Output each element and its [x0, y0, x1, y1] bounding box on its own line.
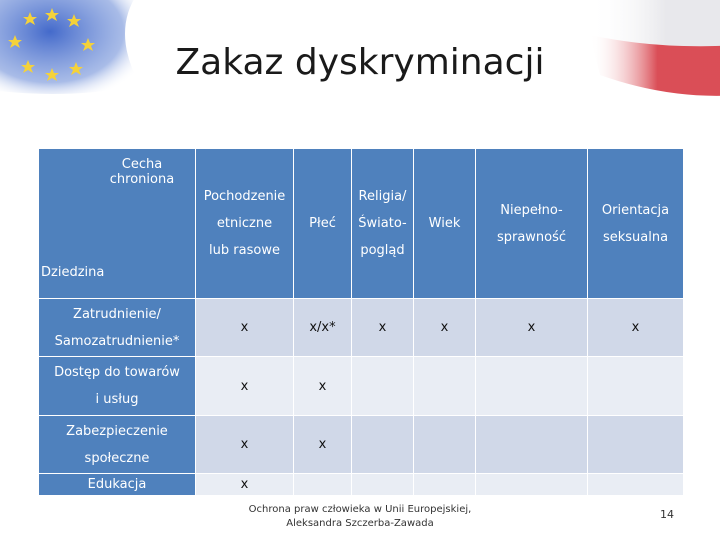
- column-header-line: Pochodzenie: [203, 189, 286, 204]
- row-header-line: Edukacja: [87, 477, 147, 492]
- column-header-line: Orientacja: [601, 202, 670, 218]
- column-header-line: pogląd: [360, 243, 405, 258]
- row-header-line: Zabezpieczenie: [66, 423, 168, 439]
- footer-line: Ochrona praw człowieka w Unii Europejskiej,: [248, 504, 472, 515]
- table-cell: x: [414, 299, 476, 357]
- row-header-line: Dostęp do towarów: [54, 365, 180, 380]
- column-header-origin: [196, 149, 294, 299]
- column-header-line: etniczne: [216, 216, 273, 231]
- column-header-line: Religia/: [358, 189, 407, 204]
- table-cell: x: [196, 357, 294, 416]
- column-header-age: [414, 149, 476, 299]
- table-cell: [588, 357, 684, 416]
- table-cell: x: [196, 299, 294, 357]
- column-header-line: lub rasowe: [209, 243, 280, 258]
- column-header-line: Płeć: [309, 216, 336, 231]
- column-header-sex: [294, 149, 352, 299]
- corner-header-cell: [39, 149, 196, 299]
- table-cell: x: [196, 474, 294, 496]
- table-cell: [352, 416, 414, 474]
- row-header-goods-services: [39, 357, 196, 416]
- table-cell: [476, 474, 588, 496]
- page-number: 14: [660, 508, 674, 521]
- corner-protected-feature-label: Cecha chroniona: [109, 157, 175, 187]
- slide-title: Zakaz dyskryminacji: [175, 42, 545, 83]
- row-header-education: [39, 474, 196, 496]
- table-row: [39, 357, 684, 416]
- column-header-line: seksualna: [602, 229, 669, 245]
- table-cell: [476, 416, 588, 474]
- column-header-disability: [476, 149, 588, 299]
- table-cell: x/x*: [294, 299, 352, 357]
- row-header-line: i usług: [95, 392, 139, 407]
- column-header-line: Wiek: [428, 216, 461, 231]
- row-header-social-security: [39, 416, 196, 474]
- table-cell: x: [588, 299, 684, 357]
- column-header-orientation: [588, 149, 684, 299]
- discrimination-table: [38, 148, 684, 496]
- table-cell: [588, 474, 684, 496]
- table-cell: x: [196, 416, 294, 474]
- corner-domain-label: Dziedzina: [41, 265, 105, 280]
- table-cell: [476, 357, 588, 416]
- table-cell: [414, 474, 476, 496]
- column-header-religion: [352, 149, 414, 299]
- table-row: [39, 474, 684, 496]
- slide-footer: [230, 503, 490, 531]
- table-cell: x: [476, 299, 588, 357]
- table-row: [39, 299, 684, 357]
- table-cell: x: [294, 416, 352, 474]
- row-header-line: Samozatrudnienie*: [54, 333, 180, 349]
- row-header-line: Zatrudnienie/: [73, 306, 161, 322]
- row-header-employment: [39, 299, 196, 357]
- table-cell: x: [294, 357, 352, 416]
- table-cell: [414, 357, 476, 416]
- column-header-line: Niepełno-: [500, 202, 563, 218]
- table-cell: [352, 474, 414, 496]
- table-row: [39, 416, 684, 474]
- row-header-line: społeczne: [84, 450, 150, 466]
- table-cell: x: [352, 299, 414, 357]
- table-cell: [352, 357, 414, 416]
- column-header-line: Świato-: [358, 216, 407, 231]
- table-cell: [414, 416, 476, 474]
- column-header-line: sprawność: [496, 229, 567, 245]
- table-cell: [588, 416, 684, 474]
- footer-line: Aleksandra Szczerba-Zawada: [286, 518, 434, 529]
- table-cell: [294, 474, 352, 496]
